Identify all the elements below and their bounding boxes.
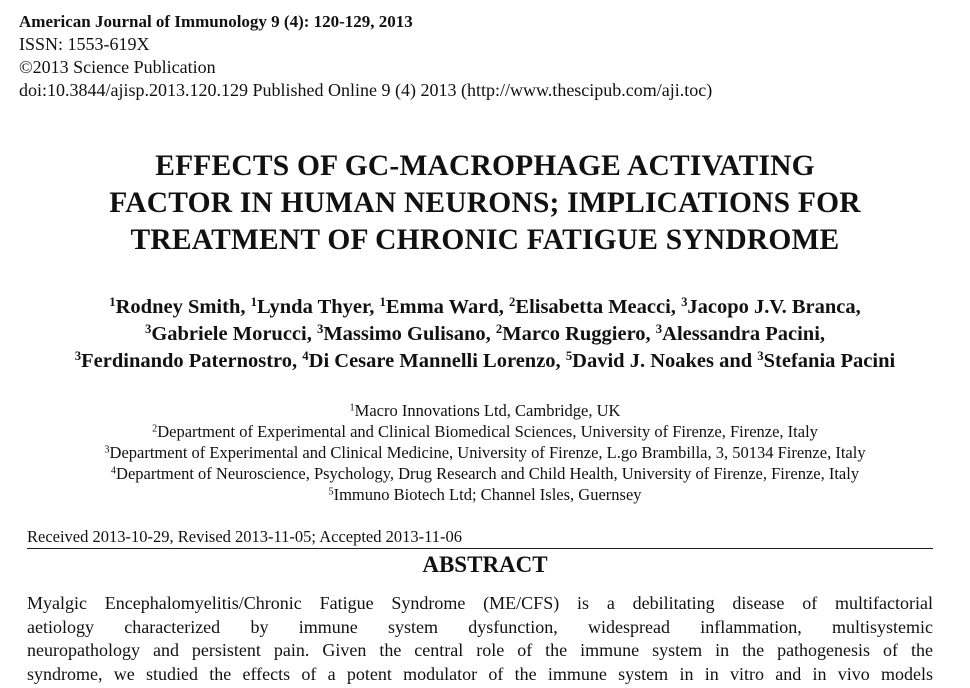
title-line: TREATMENT OF CHRONIC FATIGUE SYNDROME (130, 224, 840, 256)
abstract-heading: ABSTRACT (422, 552, 548, 577)
affiliation-number: 5 (328, 486, 334, 498)
author-name: Lynda Thyer, (256, 296, 380, 318)
affiliation-number: 4 (110, 465, 117, 477)
author-name: Di Cesare Mannelli Lorenzo, (308, 350, 566, 372)
divider (27, 548, 933, 549)
author-name: Marco Ruggiero, (502, 323, 656, 345)
author-line (0, 294, 970, 321)
title-line: EFFECTS OF GC-MACROPHAGE ACTIVATING (155, 150, 815, 182)
author-name: Gabriele Morucci, (151, 323, 317, 345)
author (509, 296, 681, 318)
affiliation-number: 3 (104, 444, 110, 456)
abstract-line: neuropathology and persistent pain. Given the central role of the immune system in the pathogenesis of the (27, 640, 933, 660)
affiliation-marker: 1 (109, 295, 116, 310)
author (656, 323, 825, 345)
author-name: Stefania Pacini (763, 350, 896, 372)
affiliation-marker: 2 (495, 322, 503, 337)
affiliation-marker: 3 (655, 322, 663, 337)
affiliation-number: 2 (152, 423, 158, 435)
author-name: Rodney Smith, (115, 296, 251, 318)
abstract-line: Myalgic Encephalomyelitis/Chronic Fatigue Syndrome (ME/CFS) is a debilitating disease of multifactorial (27, 593, 933, 613)
author (379, 296, 509, 318)
author-name: Massimo Gulisano, (323, 323, 496, 345)
affiliation-marker: 3 (144, 322, 152, 337)
author-line (0, 348, 970, 375)
author-name: David J. Noakes and (572, 350, 758, 372)
affiliation (0, 421, 970, 442)
affiliation-text: Department of Experimental and Clinical Biomedical Sciences, University of Firenze, Firenze, Italy (157, 422, 818, 441)
affiliation-text: Macro Innovations Ltd, Cambridge, UK (354, 401, 621, 420)
author (145, 323, 317, 345)
author-line (0, 321, 970, 348)
author (302, 350, 566, 372)
author (251, 296, 380, 318)
author (317, 323, 496, 345)
author (109, 296, 250, 318)
abstract-body (27, 592, 933, 686)
affiliation-list (0, 400, 970, 505)
affiliation-text: Department of Experimental and Clinical Medicine, University of Firenze, L.go Brambilla, 3, 50134 Firenze, Italy (109, 443, 866, 462)
affiliation-number: 1 (349, 402, 355, 414)
affiliation-marker: 3 (681, 295, 688, 310)
affiliation-text: Department of Neuroscience, Psychology, Drug Research and Child Health, University of Firenze, Firenze, Italy (116, 464, 860, 483)
title-line: FACTOR IN HUMAN NEURONS; IMPLICATIONS FOR (109, 187, 861, 219)
author (681, 296, 861, 318)
affiliation-marker: 5 (565, 349, 573, 364)
journal-header (19, 10, 949, 102)
issn: ISSN: 1553-619X (19, 34, 150, 54)
affiliation-marker: 3 (74, 349, 82, 364)
author-name: Emma Ward, (385, 296, 510, 318)
abstract-line: aetiology characterized by immune system dysfunction, widespread inflammation, multisystemic (27, 616, 933, 637)
abstract-line: syndrome, we studied the effects of a potent modulator of the immune system in in vitro and in vivo models (27, 663, 933, 684)
affiliation-marker: 3 (316, 322, 324, 337)
journal-citation: American Journal of Immunology 9 (4): 120-129, 2013 (19, 12, 413, 31)
author (566, 350, 757, 372)
affiliation-marker: 2 (509, 295, 516, 310)
affiliation-marker: 4 (302, 349, 309, 364)
author (75, 350, 303, 372)
received-dates: Received 2013-10-29, Revised 2013-11-05; Accepted 2013-11-06 (27, 527, 463, 546)
author-name: Jacopo J.V. Branca, (687, 296, 861, 318)
affiliation (0, 442, 970, 463)
affiliation (0, 400, 970, 421)
author-name: Elisabetta Meacci, (515, 296, 682, 318)
doi-line: doi:10.3844/ajisp.2013.120.129 Published Online 9 (4) 2013 (http://www.thescipub.com/aji.toc) (19, 80, 713, 100)
paper-title (0, 148, 970, 259)
author-list (0, 294, 970, 375)
author (496, 323, 656, 345)
affiliation-marker: 1 (250, 295, 257, 310)
author-name: Ferdinando Paternostro, (81, 350, 303, 372)
affiliation (0, 463, 970, 484)
affiliation-marker: 3 (757, 349, 764, 364)
author-name: Alessandra Pacini, (662, 323, 826, 345)
affiliation-text: Immuno Biotech Ltd; Channel Isles, Guernsey (333, 485, 642, 504)
affiliation (0, 484, 970, 505)
affiliation-marker: 1 (379, 295, 386, 310)
author (757, 350, 895, 372)
copyright: ©2013 Science Publication (19, 57, 216, 77)
